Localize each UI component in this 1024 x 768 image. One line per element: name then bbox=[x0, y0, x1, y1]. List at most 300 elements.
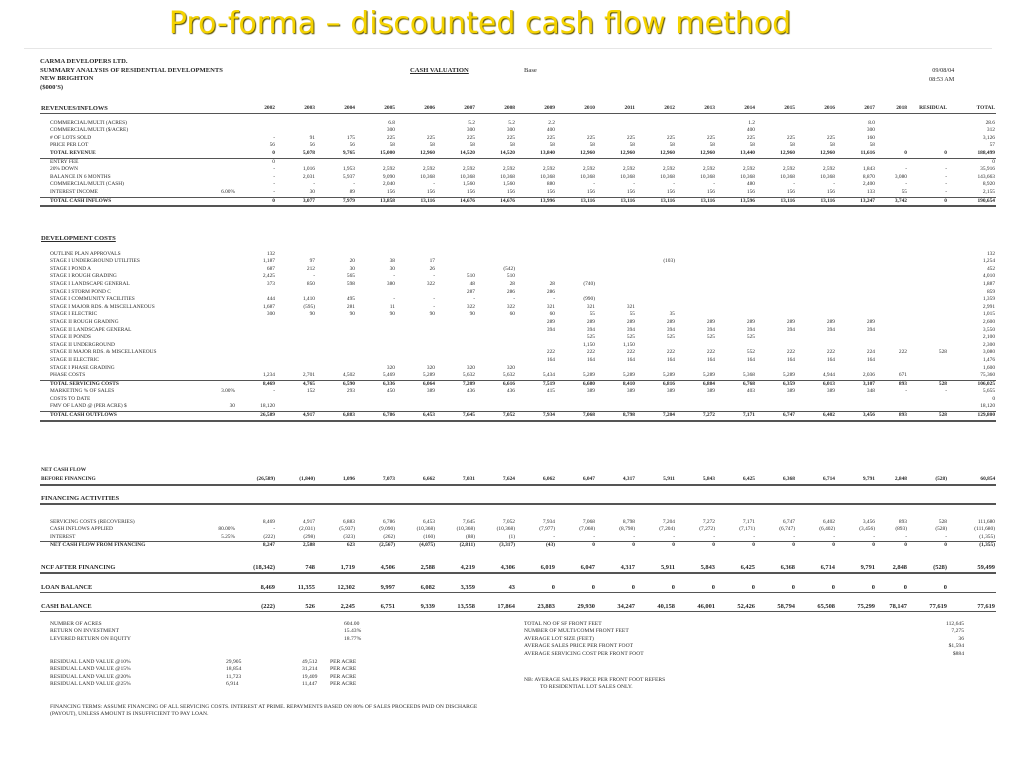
value-cell: 0 bbox=[832, 542, 835, 549]
value-cell: 26 bbox=[429, 265, 435, 272]
value-cell: 160 bbox=[866, 134, 875, 141]
value-cell: 6,064 bbox=[422, 380, 435, 387]
value-cell: 6,336 bbox=[382, 380, 395, 387]
value-cell: 0 bbox=[792, 542, 795, 549]
value-cell: 7,068 bbox=[582, 518, 595, 525]
column-header: 2003 bbox=[276, 105, 316, 113]
row-label: STAGE I LANDSCAPE GENERAL bbox=[50, 280, 130, 287]
value-cell: 212 bbox=[306, 265, 315, 272]
row-label: # OF LOTS SOLD bbox=[50, 134, 92, 141]
value-cell: - bbox=[713, 181, 715, 188]
value-cell: 12,960 bbox=[756, 150, 796, 158]
header-spacer bbox=[316, 495, 356, 504]
value-cell: 5,289 bbox=[756, 372, 796, 380]
value-cell: 6,368 bbox=[756, 563, 796, 573]
value-cell: 7,934 bbox=[516, 412, 556, 421]
value-cell bbox=[236, 327, 276, 335]
row-label: NCF AFTER FINANCING bbox=[40, 563, 208, 573]
value-cell: 152 bbox=[306, 388, 315, 395]
value-cell: (222) bbox=[236, 602, 276, 612]
summary-row bbox=[50, 621, 360, 628]
summary-value: 604.00 bbox=[344, 621, 360, 627]
value-cell: 11,355 bbox=[276, 583, 316, 593]
row-rate bbox=[208, 273, 236, 281]
value-cell: - bbox=[553, 296, 555, 303]
row-rate bbox=[208, 542, 236, 550]
value-cell: 7,272 bbox=[702, 518, 715, 525]
value-cell: 4,219 bbox=[436, 563, 476, 573]
value-cell: 5,289 bbox=[596, 372, 636, 380]
value-cell: 1,254 bbox=[982, 258, 996, 265]
value-cell: 281 bbox=[346, 303, 355, 310]
value-cell: 5,434 bbox=[516, 372, 556, 380]
table-row bbox=[40, 181, 996, 189]
value-cell bbox=[756, 281, 796, 289]
value-cell: 225 bbox=[666, 134, 675, 141]
value-cell: 1,560 bbox=[462, 181, 475, 188]
value-cell: 394 bbox=[586, 326, 595, 333]
value-cell: 5,289 bbox=[556, 372, 596, 380]
column-header: RESIDUAL bbox=[908, 105, 948, 113]
value-cell bbox=[356, 251, 396, 259]
value-cell bbox=[716, 266, 756, 274]
value-cell: 13,858 bbox=[356, 197, 396, 206]
value-cell: 2.2 bbox=[548, 119, 555, 126]
value-cell: (7,171) bbox=[739, 526, 755, 533]
row-rate bbox=[208, 412, 236, 421]
value-cell: 5.2 bbox=[508, 119, 515, 126]
column-header: TOTAL bbox=[948, 105, 996, 113]
cash-valuation-label: CASH VALUATION bbox=[410, 67, 469, 74]
spacer-row bbox=[40, 573, 996, 583]
value-cell: 9,090 bbox=[382, 173, 395, 180]
value-cell: - bbox=[676, 534, 716, 542]
value-cell bbox=[276, 403, 316, 411]
value-cell: 1,719 bbox=[316, 563, 356, 573]
value-cell: 7,519 bbox=[542, 380, 555, 387]
value-cell: 687 bbox=[266, 265, 275, 272]
value-cell: 2,592 bbox=[582, 166, 595, 173]
spacer-row bbox=[40, 593, 996, 603]
value-cell: 4,917 bbox=[302, 518, 315, 525]
value-cell: 0 bbox=[992, 158, 995, 165]
row-rate bbox=[208, 475, 236, 485]
value-cell bbox=[276, 365, 316, 373]
value-cell: 58 bbox=[429, 142, 435, 149]
value-cell bbox=[236, 365, 276, 373]
timestamp bbox=[929, 67, 954, 84]
value-cell: (528) bbox=[908, 475, 948, 485]
row-label: FMV OF LAND @ (PER ACRE) $ bbox=[40, 403, 208, 411]
value-cell: (298) bbox=[276, 534, 316, 542]
value-cell: 0 bbox=[944, 542, 947, 549]
row-rate bbox=[208, 135, 236, 143]
value-cell bbox=[876, 296, 908, 304]
row-rate bbox=[208, 334, 236, 342]
value-cell: 1,234 bbox=[236, 372, 276, 380]
row-rate bbox=[208, 319, 236, 327]
value-cell: 225 bbox=[466, 134, 475, 141]
value-cell: 5,911 bbox=[636, 563, 676, 573]
value-cell: (18,342) bbox=[236, 563, 276, 573]
value-cell: 156 bbox=[436, 189, 476, 197]
value-cell: 38 bbox=[389, 258, 395, 265]
value-cell: 0 bbox=[672, 542, 675, 549]
summary-row bbox=[524, 636, 964, 643]
table-row bbox=[40, 542, 996, 550]
value-cell: 300 bbox=[386, 127, 395, 134]
value-cell bbox=[716, 258, 756, 266]
row-label: BALANCE IN 6 MONTHS bbox=[50, 173, 111, 180]
row-label: COSTS TO DATE bbox=[50, 395, 91, 402]
value-cell: 0 bbox=[908, 583, 948, 593]
column-header-row bbox=[40, 105, 996, 113]
value-cell bbox=[396, 396, 436, 404]
value-cell bbox=[676, 304, 716, 312]
table-row bbox=[40, 127, 996, 135]
value-cell: 3,550 bbox=[982, 326, 996, 333]
column-header: 2007 bbox=[436, 105, 476, 113]
value-cell: 12,960 bbox=[396, 150, 436, 158]
value-cell: 164 bbox=[706, 356, 715, 363]
value-cell: 156 bbox=[516, 189, 556, 197]
value-cell bbox=[596, 120, 636, 128]
value-cell: 17 bbox=[429, 258, 435, 265]
value-cell: - bbox=[273, 388, 275, 395]
value-cell: 394 bbox=[666, 326, 675, 333]
value-cell: 5,911 bbox=[636, 475, 676, 485]
value-cell bbox=[396, 120, 436, 128]
value-cell: - bbox=[945, 181, 947, 188]
value-cell bbox=[836, 258, 876, 266]
value-cell bbox=[516, 273, 556, 281]
value-cell bbox=[636, 342, 676, 350]
value-cell bbox=[756, 273, 796, 281]
value-cell: 6,062 bbox=[516, 475, 556, 485]
value-cell bbox=[556, 403, 596, 411]
row-rate bbox=[208, 127, 236, 135]
column-header: 2017 bbox=[836, 105, 876, 113]
row-label: STAGE II UNDERGROUND bbox=[50, 341, 115, 348]
column-header: 2015 bbox=[756, 105, 796, 113]
value-cell: 90 bbox=[469, 311, 475, 318]
value-cell bbox=[756, 403, 796, 411]
summary-label: TOTAL NO OF SF FRONT FEET bbox=[524, 621, 602, 627]
row-label: STAGE II PONDS bbox=[50, 334, 91, 341]
value-cell: 13,116 bbox=[756, 197, 796, 206]
value-cell: 12,960 bbox=[596, 150, 636, 158]
value-cell bbox=[516, 365, 556, 373]
value-cell: 880 bbox=[546, 181, 555, 188]
value-cell: (26,589) bbox=[236, 475, 276, 485]
value-cell: 2,991 bbox=[982, 303, 996, 310]
column-header: 2011 bbox=[596, 105, 636, 113]
value-cell: 29,930 bbox=[556, 602, 596, 612]
value-cell: 18,120 bbox=[948, 403, 996, 411]
value-cell: 0 bbox=[272, 158, 275, 165]
value-cell: 4,502 bbox=[316, 372, 356, 380]
value-cell bbox=[836, 296, 876, 304]
value-cell: 0 bbox=[752, 542, 755, 549]
value-cell bbox=[716, 311, 756, 319]
spreadsheet-document bbox=[24, 48, 996, 761]
value-cell bbox=[908, 120, 948, 128]
value-cell: 6,768 bbox=[742, 380, 755, 387]
row-label: CASH INFLOWS APPLIED bbox=[50, 526, 113, 533]
value-cell bbox=[236, 289, 276, 297]
row-label: NET CASH FLOW bbox=[41, 467, 87, 473]
value-cell: 394 bbox=[826, 326, 835, 333]
summary-row bbox=[524, 621, 964, 628]
row-rate bbox=[208, 602, 236, 612]
value-cell: 322 bbox=[426, 280, 435, 287]
value-cell: 55 bbox=[589, 311, 595, 318]
value-cell bbox=[876, 120, 908, 128]
value-cell: 893 bbox=[898, 518, 907, 525]
value-cell: - bbox=[833, 181, 835, 188]
row-rate bbox=[208, 281, 236, 289]
value-cell bbox=[836, 304, 876, 312]
value-cell bbox=[436, 357, 476, 365]
value-cell: 222 bbox=[826, 349, 835, 356]
value-cell: 77,619 bbox=[908, 602, 948, 612]
value-cell bbox=[796, 403, 836, 411]
value-cell: 35,916 bbox=[980, 166, 995, 173]
value-cell: 3,077 bbox=[276, 197, 316, 206]
value-cell bbox=[716, 251, 756, 259]
value-cell: 164 bbox=[546, 356, 555, 363]
value-cell: 224 bbox=[866, 349, 875, 356]
header-spacer bbox=[476, 495, 516, 504]
value-cell: 452 bbox=[986, 265, 996, 272]
value-cell: 11 bbox=[389, 303, 395, 310]
value-cell: 6,786 bbox=[356, 412, 396, 421]
table-row bbox=[40, 357, 996, 365]
value-cell: 415 bbox=[546, 388, 555, 395]
value-cell bbox=[516, 396, 556, 404]
header-spacer bbox=[908, 495, 948, 504]
value-cell bbox=[756, 289, 796, 297]
value-cell: 286 bbox=[506, 288, 515, 295]
value-cell: 0 bbox=[236, 197, 276, 206]
value-cell: 58 bbox=[589, 142, 595, 149]
value-cell: 7,204 bbox=[662, 518, 675, 525]
summary-value: 18.77% bbox=[344, 635, 362, 642]
value-cell: 2,701 bbox=[276, 372, 316, 380]
value-cell: 60 bbox=[509, 311, 515, 318]
row-rate bbox=[208, 142, 236, 150]
value-cell: 6,019 bbox=[516, 563, 556, 573]
column-header: 2004 bbox=[316, 105, 356, 113]
value-cell: - bbox=[876, 534, 908, 542]
value-cell bbox=[676, 120, 716, 128]
value-cell bbox=[436, 327, 476, 335]
value-cell bbox=[836, 365, 876, 373]
value-cell bbox=[476, 327, 516, 335]
value-cell: 14,676 bbox=[436, 197, 476, 206]
value-cell: 57 bbox=[989, 142, 995, 149]
header-spacer bbox=[208, 495, 236, 504]
value-cell: 35 bbox=[669, 311, 675, 318]
table-row bbox=[40, 311, 996, 319]
value-cell: 30 bbox=[349, 265, 355, 272]
summary-row bbox=[50, 635, 362, 643]
value-cell: - bbox=[945, 166, 947, 173]
value-cell: - bbox=[433, 273, 435, 280]
value-cell: 5,078 bbox=[276, 150, 316, 158]
value-cell bbox=[908, 266, 948, 274]
row-rate: 30 bbox=[208, 403, 236, 411]
value-cell bbox=[396, 158, 436, 166]
value-cell: 10,368 bbox=[460, 173, 475, 180]
value-cell: 300 bbox=[266, 311, 275, 318]
value-cell: 2,040 bbox=[382, 181, 395, 188]
row-label: INTEREST INCOME bbox=[40, 189, 208, 197]
value-cell bbox=[908, 342, 948, 350]
value-cell bbox=[276, 120, 316, 128]
value-cell: 893 bbox=[898, 380, 907, 387]
value-cell: 156 bbox=[556, 189, 596, 197]
value-cell: 132 bbox=[986, 250, 996, 257]
value-cell bbox=[556, 365, 596, 373]
value-cell: - bbox=[556, 534, 596, 542]
value-cell: 58 bbox=[829, 142, 835, 149]
value-cell: 0 bbox=[796, 583, 836, 593]
value-cell bbox=[476, 158, 516, 166]
value-cell: 2,155 bbox=[948, 189, 996, 197]
revenue-table bbox=[40, 105, 996, 207]
value-cell: 58 bbox=[629, 142, 635, 149]
value-cell: 528 bbox=[908, 412, 948, 421]
value-cell: 0 bbox=[908, 150, 948, 158]
value-cell bbox=[796, 311, 836, 319]
value-cell bbox=[716, 289, 756, 297]
value-cell: 6,662 bbox=[396, 475, 436, 485]
value-cell: 9,791 bbox=[836, 563, 876, 573]
value-cell: (7,977) bbox=[539, 526, 555, 533]
value-cell: 8,469 bbox=[262, 380, 275, 387]
value-cell: (4,075) bbox=[419, 542, 435, 549]
value-cell bbox=[636, 296, 676, 304]
column-header: 2005 bbox=[356, 105, 396, 113]
summary-row bbox=[524, 651, 964, 658]
value-cell: 6,883 bbox=[342, 518, 355, 525]
row-label: STAGE I UNDERGROUND UTILITIES bbox=[50, 258, 140, 265]
table-row bbox=[40, 365, 996, 373]
value-cell: 14,520 bbox=[476, 150, 516, 158]
value-cell: - bbox=[905, 166, 907, 173]
value-cell: 34,247 bbox=[596, 602, 636, 612]
value-cell: 1,843 bbox=[862, 166, 875, 173]
value-cell bbox=[396, 403, 436, 411]
value-cell: 3,359 bbox=[436, 583, 476, 593]
value-cell: 7,209 bbox=[462, 380, 475, 387]
value-cell: 403 bbox=[746, 388, 755, 395]
residual-per: 49,512 bbox=[302, 659, 318, 665]
value-cell bbox=[836, 311, 876, 319]
value-cell bbox=[476, 342, 516, 350]
value-cell: (8,798) bbox=[619, 526, 635, 533]
value-cell: 13,116 bbox=[796, 197, 836, 206]
residual-val: 11,723 bbox=[226, 673, 242, 680]
value-cell: 2,600 bbox=[982, 318, 996, 325]
value-cell: 2,592 bbox=[542, 166, 555, 173]
value-cell: 436 bbox=[506, 388, 515, 395]
development-costs-table bbox=[40, 235, 996, 422]
header-spacer bbox=[636, 495, 676, 504]
value-cell: - bbox=[236, 189, 276, 197]
value-cell bbox=[756, 396, 796, 404]
value-cell: - bbox=[273, 166, 275, 173]
value-cell bbox=[356, 319, 396, 327]
summary-value: 7,275 bbox=[951, 628, 964, 635]
value-cell: - bbox=[908, 534, 948, 542]
value-cell bbox=[876, 319, 908, 327]
header-spacer bbox=[236, 495, 276, 504]
value-cell: 13,116 bbox=[396, 197, 436, 206]
value-cell: 5,655 bbox=[982, 388, 996, 395]
value-cell: (222) bbox=[236, 534, 276, 542]
value-cell: 55 bbox=[876, 189, 908, 197]
value-cell: 321 bbox=[626, 303, 635, 310]
table-row bbox=[40, 166, 996, 174]
value-cell: 111,680 bbox=[977, 518, 995, 525]
value-cell bbox=[836, 334, 876, 342]
value-cell bbox=[476, 334, 516, 342]
row-rate: 6.00% bbox=[208, 189, 236, 197]
nb-note-line: NB: AVERAGE SALES PRICE PER FRONT FOOT REFERS bbox=[524, 677, 666, 683]
summary-label: AVERAGE LOT SIZE (FEET) bbox=[524, 635, 594, 642]
row-rate bbox=[208, 365, 236, 373]
value-cell bbox=[756, 158, 796, 166]
value-cell: 6,013 bbox=[822, 380, 835, 387]
table-row bbox=[40, 150, 996, 158]
value-cell bbox=[676, 266, 716, 274]
value-cell: 2,592 bbox=[422, 166, 435, 173]
value-cell: 320 bbox=[386, 364, 395, 371]
row-rate bbox=[208, 251, 236, 259]
value-cell: 859 bbox=[986, 288, 996, 295]
value-cell: 321 bbox=[546, 303, 555, 310]
value-cell: 90 bbox=[309, 311, 315, 318]
summary-value: $884 bbox=[952, 650, 964, 657]
value-cell: - bbox=[313, 181, 315, 188]
value-cell bbox=[436, 396, 476, 404]
residual-per: 31,214 bbox=[302, 666, 318, 673]
value-cell: - bbox=[273, 134, 275, 141]
summary-row bbox=[524, 628, 964, 635]
header-spacer bbox=[716, 495, 756, 504]
value-cell: (1) bbox=[476, 534, 516, 542]
value-cell bbox=[276, 396, 316, 404]
value-cell bbox=[276, 327, 316, 335]
value-cell: 75,360 bbox=[948, 372, 996, 380]
value-cell bbox=[756, 365, 796, 373]
value-cell: 0 bbox=[716, 583, 756, 593]
value-cell: - bbox=[673, 181, 675, 188]
value-cell bbox=[596, 258, 636, 266]
value-cell bbox=[596, 296, 636, 304]
table-row bbox=[40, 519, 996, 527]
value-cell: 12,960 bbox=[636, 150, 676, 158]
value-cell: 40,158 bbox=[636, 602, 676, 612]
value-cell: 5,289 bbox=[636, 372, 676, 380]
table-row bbox=[40, 135, 996, 143]
value-cell bbox=[676, 296, 716, 304]
value-cell: 3,080 bbox=[982, 349, 996, 356]
value-cell bbox=[876, 289, 908, 297]
value-cell bbox=[796, 266, 836, 274]
